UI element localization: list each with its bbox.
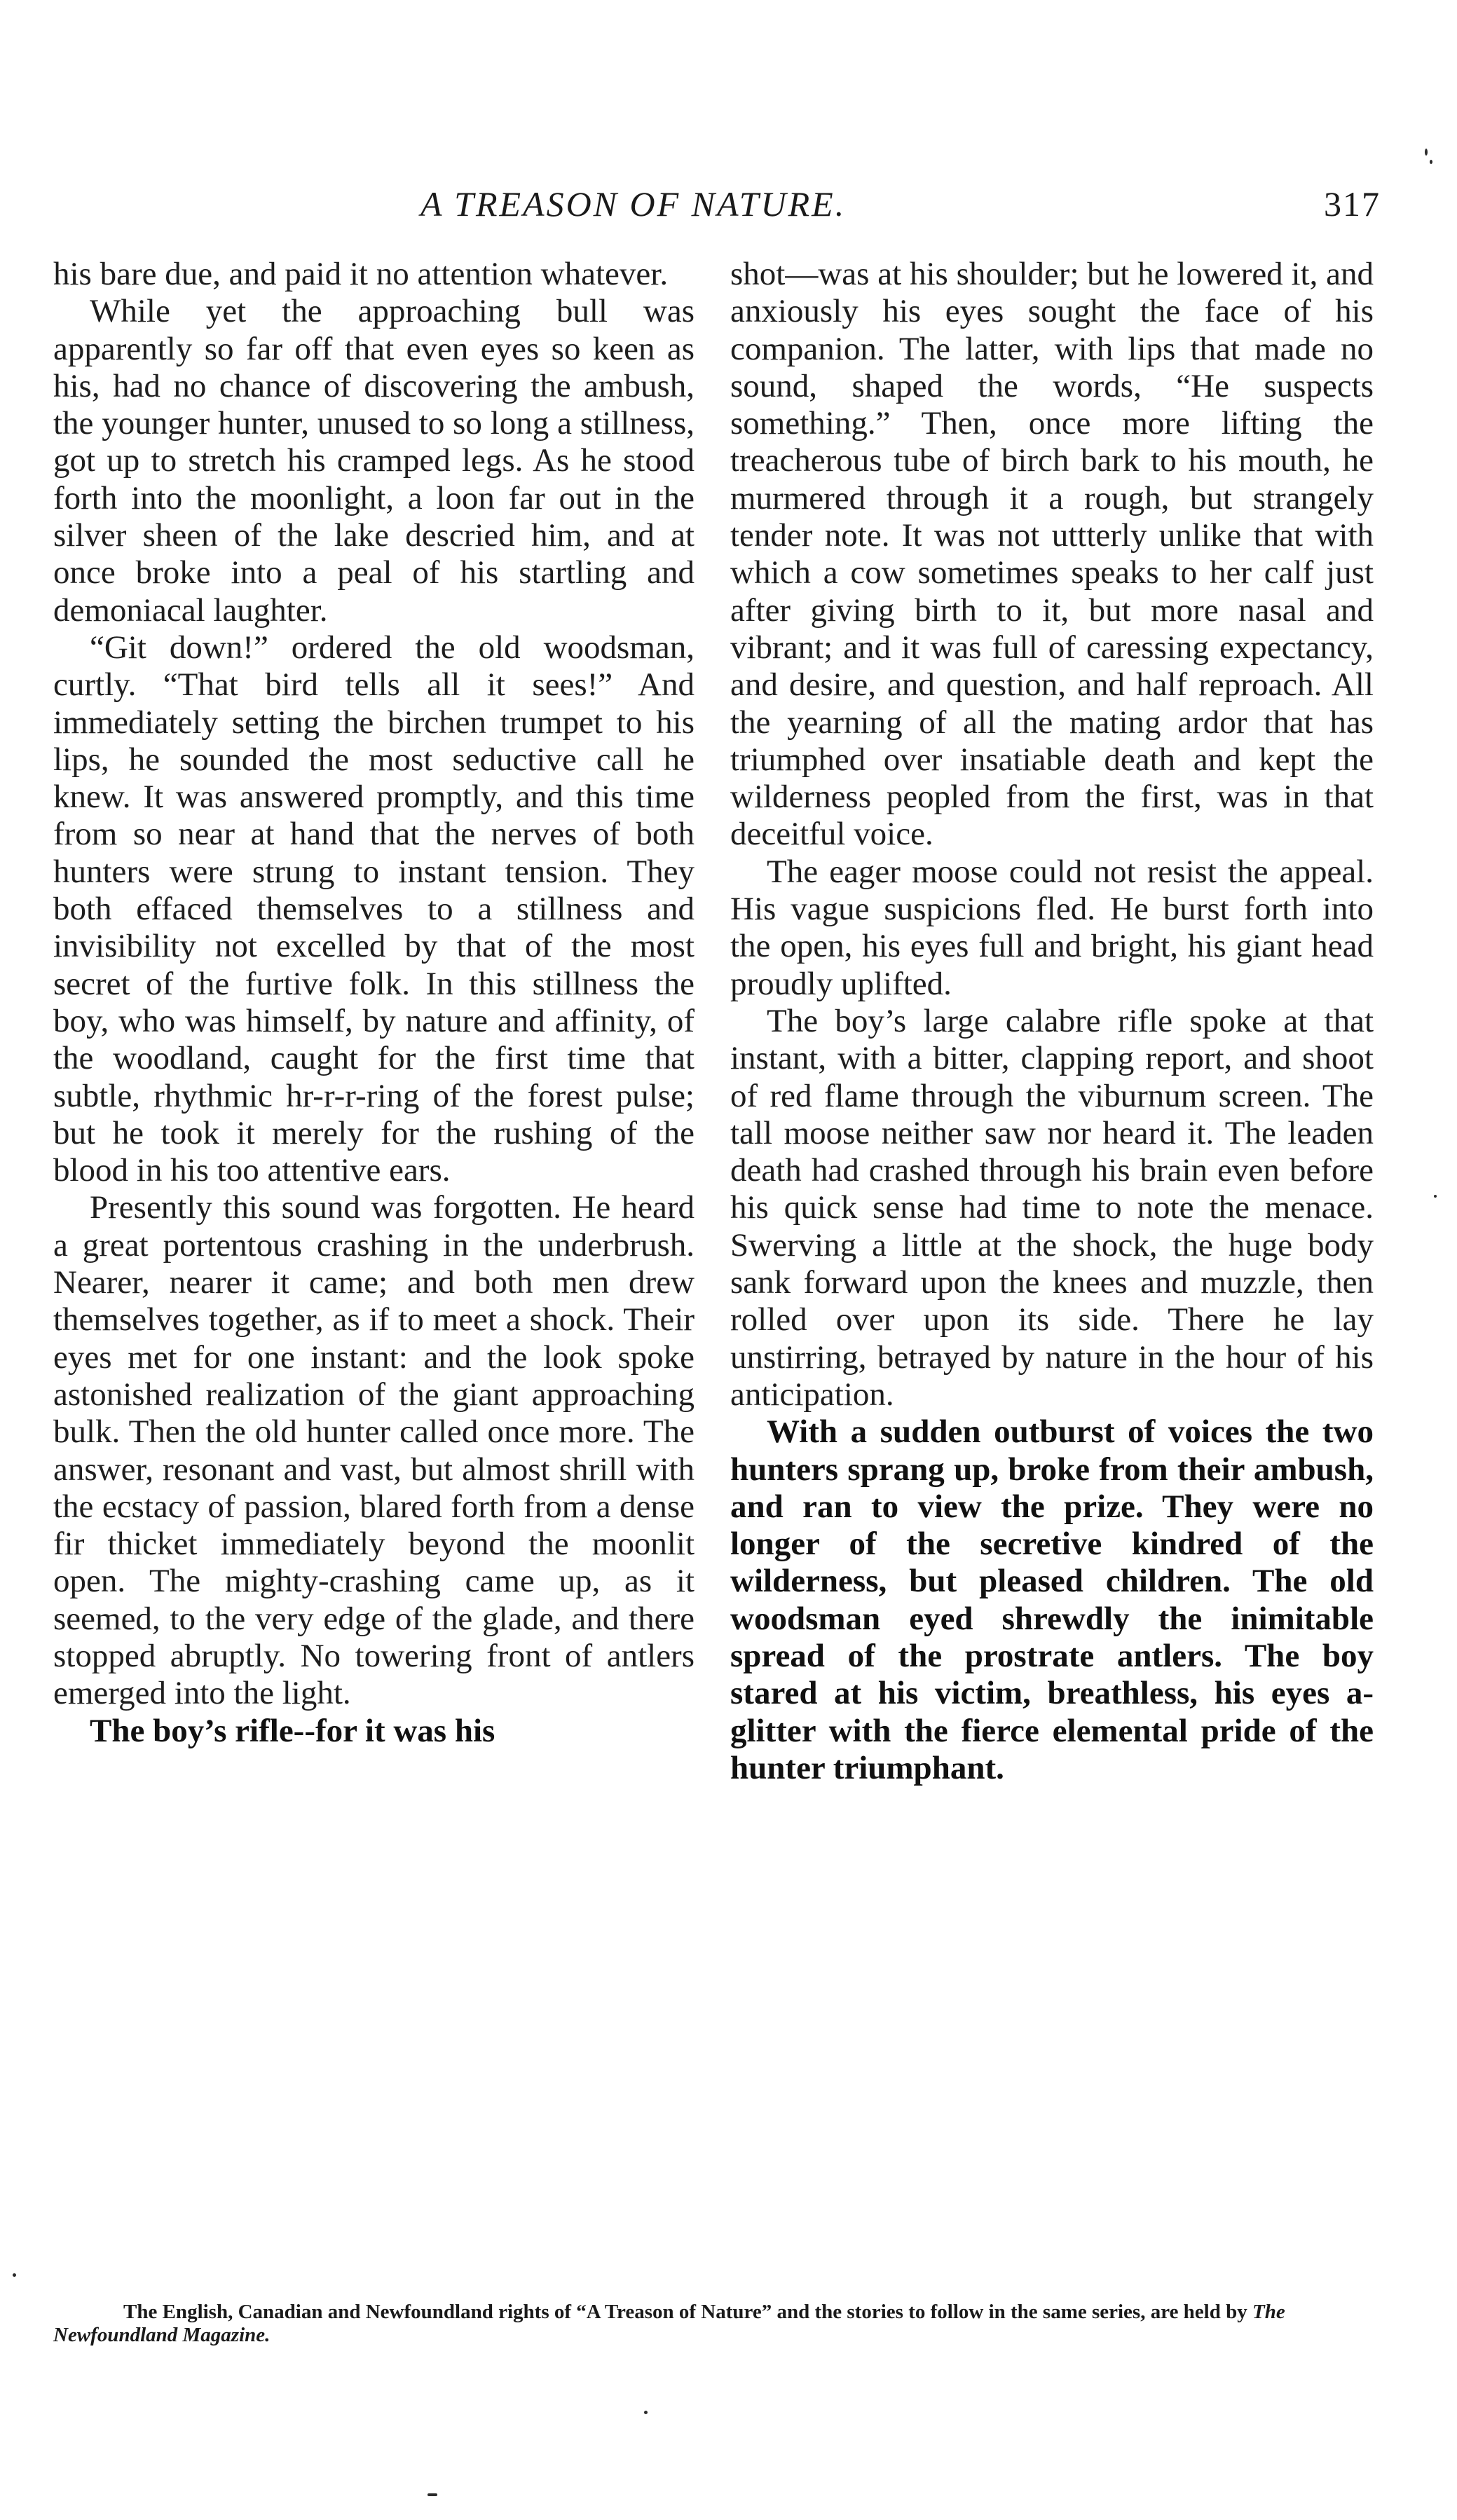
rights-footnote [53,2301,1378,2347]
running-head [420,184,1381,233]
page-number: 317 [1324,184,1381,224]
print-speck [13,2273,16,2277]
print-speck [1434,1195,1437,1198]
paragraph: The boy’s large calabre rifle spoke at that instant, with a bitter, clapping report, and shoot of red flame through the viburnum screen. The tall moose neither saw nor heard it. The leaden death had crashed through his brain even before his quick sense had time to note the menace. Swerving a little at the shock, the huge body sank forward upon the knees and muzzle, then rolled over upon its side. There he lay unstirring, betrayed by nature in the hour of his anticipation. [730,1002,1374,1413]
right-column [730,256,1374,1787]
paragraph: Presently this sound was forgotten. He heard a great portentous crashing in the underbrush. Nearer, nearer it came; and both men drew themselves together, as if to meet a shock. Their eyes met for one instant: and the look spoke astonished realization of the giant approaching bulk. Then the old hunter called once more. The answer, resonant and vast, but almost shrill with the ecstacy of passion, blared forth from a dense fir thicket immediately beyond the moonlit open. The mighty-crashing came up, as it seemed, to the very edge of the glade, and there stopped abruptly. No towering front of antlers emerged into the light. [53,1189,695,1712]
print-speck [1425,149,1428,156]
paragraph: “Git down!” ordered the old woodsman, curtly. “That bird tells all it sees!” And immediately setting the birchen trumpet to his lips, he sounded the most seductive call he knew. It was answered promptly, and this time from so near at hand that the nerves of both hunters were strung to instant tension. They both effaced themselves to a stillness and invisibility not excelled by that of the most secret of the furtive folk. In this stillness the boy, who was himself, by nature and affinity, of the woodland, caught for the first time that subtle, rhythmic hr-r-r-ring of the forest pulse; but he took it merely for the rushing of the blood in his too attentive ears. [53,629,695,1189]
paragraph: shot—was at his shoulder; but he lowered it, and anxiously his eyes sought the face of his companion. The latter, with lips that made no sound, shaped the words, “He suspects something.” Then, once more lifting the treacherous tube of birch bark to his mouth, he murmered through it a rough, but strangely tender note. It was not uttterly unlike that with which a cow sometimes speaks to her calf just after giving birth to it, but more nasal and vibrant; and it was full of caressing expectancy, and desire, and question, and half reproach. All the yearning of all the mating ardor that has triumphed over insatiable death and kept the wilderness peopled from the first, was in that deceitful voice. [730,256,1374,853]
magazine-name: The Newfoundland Magazine. [53,2301,1285,2346]
print-speck [427,2493,437,2496]
print-speck [644,2411,648,2414]
paragraph: The boy’s rifle--for it was his [90,1712,495,1749]
paragraph: While yet the approaching bull was apparently so far off that even eyes so keen as his, had no chance of discovering the ambush, the younger hunter, unused to so long a stillness, got up to stretch his cramped legs. As he stood forth into the moonlight, a loon far out in the silver sheen of the lake descried him, and at once broke into a peal of his startling and demoniacal laughter. [53,293,695,629]
paragraph: his bare due, and paid it no attention whatever. [53,256,669,292]
paragraph: The eager moose could not resist the appeal. His vague suspicions fled. He burst forth into the open, his eyes full and bright, his giant head proudly uplifted. [730,853,1374,1002]
print-speck [1430,160,1432,164]
left-column [53,256,695,1750]
footnote-text: The English, Canadian and Newfoundland rights of “A Treason of Nature” and the stories to follow in the same series, are held by [123,2301,1247,2323]
running-title: A TREASON OF NATURE. [420,184,847,224]
paragraph: With a sudden outburst of voices the two hunters sprang up, broke from their ambush, and ran to view the prize. They were no longer of the secretive kindred of the wilderness, but pleased children. The old woodsman eyed shrewdly the inimitable spread of the prostrate antlers. The boy stared at his victim, breathless, his eyes a-glitter with the fierce elemental pride of the hunter triumphant. [730,1413,1374,1786]
